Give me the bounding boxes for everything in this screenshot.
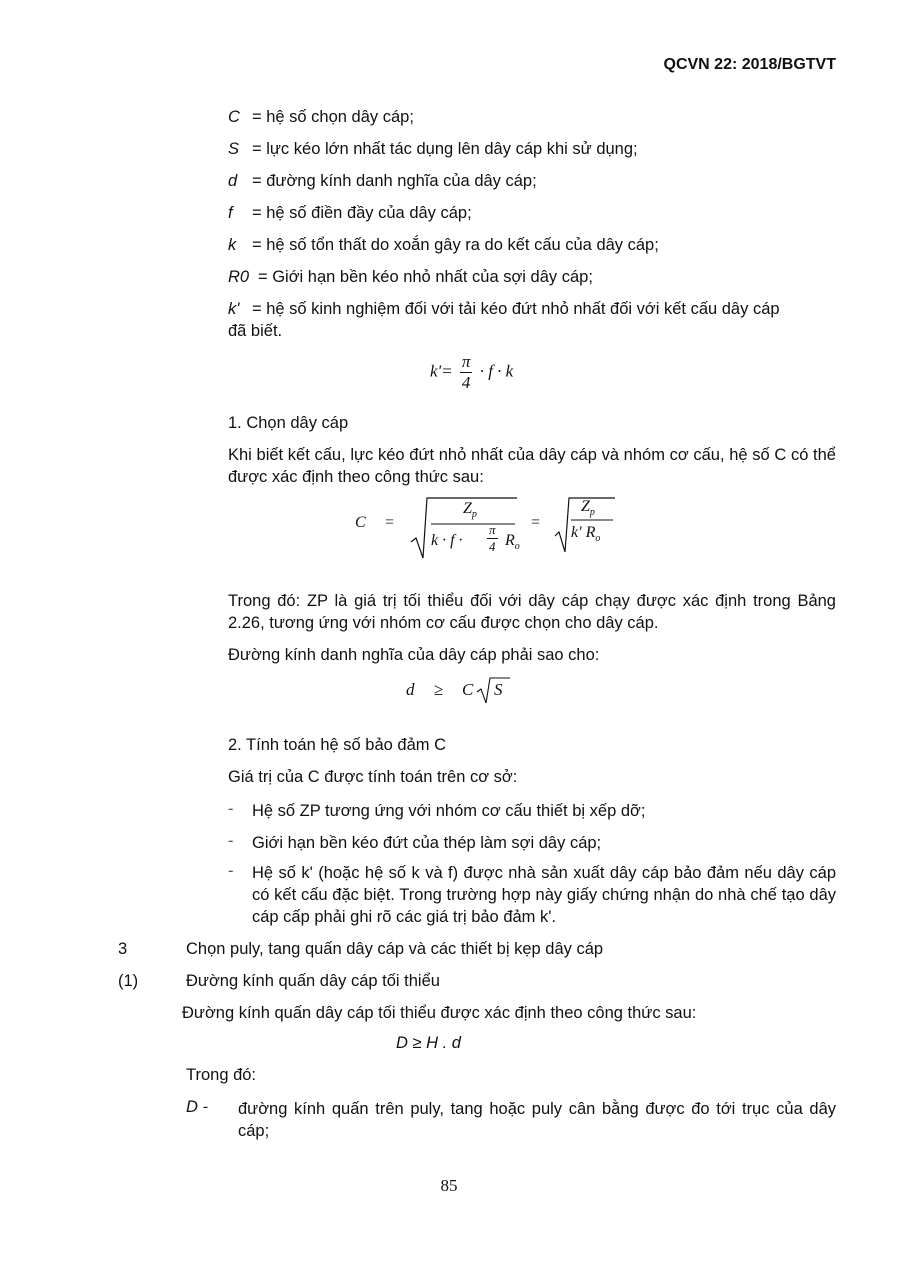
formula-zp-right: $Z_p$ (581, 498, 595, 519)
section-title: 1. Chọn dây cáp (228, 414, 349, 432)
formula-denominator: 4 (461, 373, 471, 392)
D-symbol: D - (186, 1098, 208, 1116)
subsection-number: (1) (118, 972, 139, 990)
def-symbol: R0 (228, 268, 250, 286)
bullet-item: Hệ số ZP tương ứng với nhóm cơ cấu thiết bị xếp dỡ; (252, 802, 646, 820)
bullet-item: Giới hạn bền kéo đứt của thép làm sợi dây cáp; (252, 834, 602, 852)
subsection-paragraph: Đường kính quấn dây cáp tối thiểu được xác định theo công thức sau: (182, 1004, 697, 1022)
def-symbol: C (228, 108, 240, 126)
formula-k-prime (430, 352, 513, 393)
def-symbol: k (228, 236, 237, 254)
bullet-dash: - (228, 800, 234, 818)
bullet-dash: - (228, 832, 234, 850)
formula-zp: $Z_p$ (463, 500, 477, 521)
document-header: QCVN 22: 2018/BGTVT (663, 56, 836, 73)
bullet-dash: - (228, 862, 234, 880)
section-intro: Giá trị của C được tính toán trên cơ sở: (228, 768, 518, 786)
formula-D: D ≥ H . d (396, 1034, 461, 1052)
section-title: Chọn puly, tang quấn dây cáp và các thiết bị kẹp dây cáp (186, 940, 604, 958)
def-symbol: S (228, 140, 240, 158)
def-text: = hệ số điền đầy của dây cáp; (252, 204, 472, 222)
section-title: 2. Tính toán hệ số bảo đảm C (228, 736, 447, 754)
def-text: = hệ số tổn thất do xoắn gây ra do kết cấu của dây cáp; (252, 236, 659, 254)
def-symbol: k' (228, 300, 240, 318)
def-symbol: f (228, 204, 233, 222)
section-paragraph: Khi biết kết cấu, lực kéo đứt nhỏ nhất của dây cáp và nhóm cơ cấu, hệ số C có thể được xác định theo công thức sau: (228, 446, 836, 486)
formula-rest: · f · k (479, 361, 514, 381)
formula-pi-frac: $\frac{\pi}{4}$ (489, 522, 496, 554)
page-number: 85 (440, 1176, 458, 1195)
formula-den-left: k · f · (431, 532, 463, 549)
def-text: = lực kéo lớn nhất tác dụng lên dây cáp khi sử dụng; (252, 140, 638, 158)
formula-op: ≥ (434, 680, 444, 699)
subsection-title: Đường kính quấn dây cáp tối thiểu (186, 972, 440, 990)
formula-equals: = (385, 514, 395, 531)
formula-c-var: C (462, 680, 474, 699)
formula-lhs: k'= (430, 361, 453, 381)
formula-ro: $R_o$ (505, 532, 520, 553)
formula-d (406, 676, 526, 706)
def-text: = đường kính danh nghĩa của dây cáp; (252, 172, 537, 190)
def-text: = Giới hạn bền kéo nhỏ nhất của sợi dây cáp; (258, 268, 593, 286)
def-text: = hệ số kinh nghiệm đối với tải kéo đứt nhỏ nhất đối với kết cấu dây cáp (252, 300, 780, 318)
diameter-paragraph: Đường kính danh nghĩa của dây cáp phải sao cho: (228, 646, 600, 664)
def-symbol: d (228, 172, 238, 190)
formula-equals: = (531, 514, 541, 531)
formula-numerator: π (461, 352, 471, 371)
formula-c-lhs: C (355, 514, 366, 531)
def-continuation: đã biết. (228, 322, 283, 340)
trong-do-label: Trong đó: (186, 1066, 257, 1084)
D-definition: đường kính quấn trên puly, tang hoặc puly cân bằng được đo tới trục của dây cáp; (238, 1100, 836, 1140)
formula-den-right: k′ $R_o$ (571, 524, 601, 545)
bullet-item: Hệ số k' (hoặc hệ số k và f) được nhà sản xuất dây cáp bảo đảm nếu dây cáp có kết cấu đặc biệt. Trong trường hợp này giấy chứng nhận do nhà chế tạo dây cáp cấp phải ghi rõ các giá trị bảo đảm k'. (252, 864, 836, 926)
formula-s-var: S (494, 680, 503, 699)
section-number: 3 (118, 940, 128, 958)
trong-do-paragraph: Trong đó: ZP là giá trị tối thiểu đối với dây cáp chạy được xác định trong Bảng 2.26, tương ứng với nhóm cơ cấu được chọn cho dây cáp. (228, 592, 836, 632)
def-text: = hệ số chọn dây cáp; (252, 108, 414, 126)
formula-d-lhs: d (406, 680, 415, 699)
